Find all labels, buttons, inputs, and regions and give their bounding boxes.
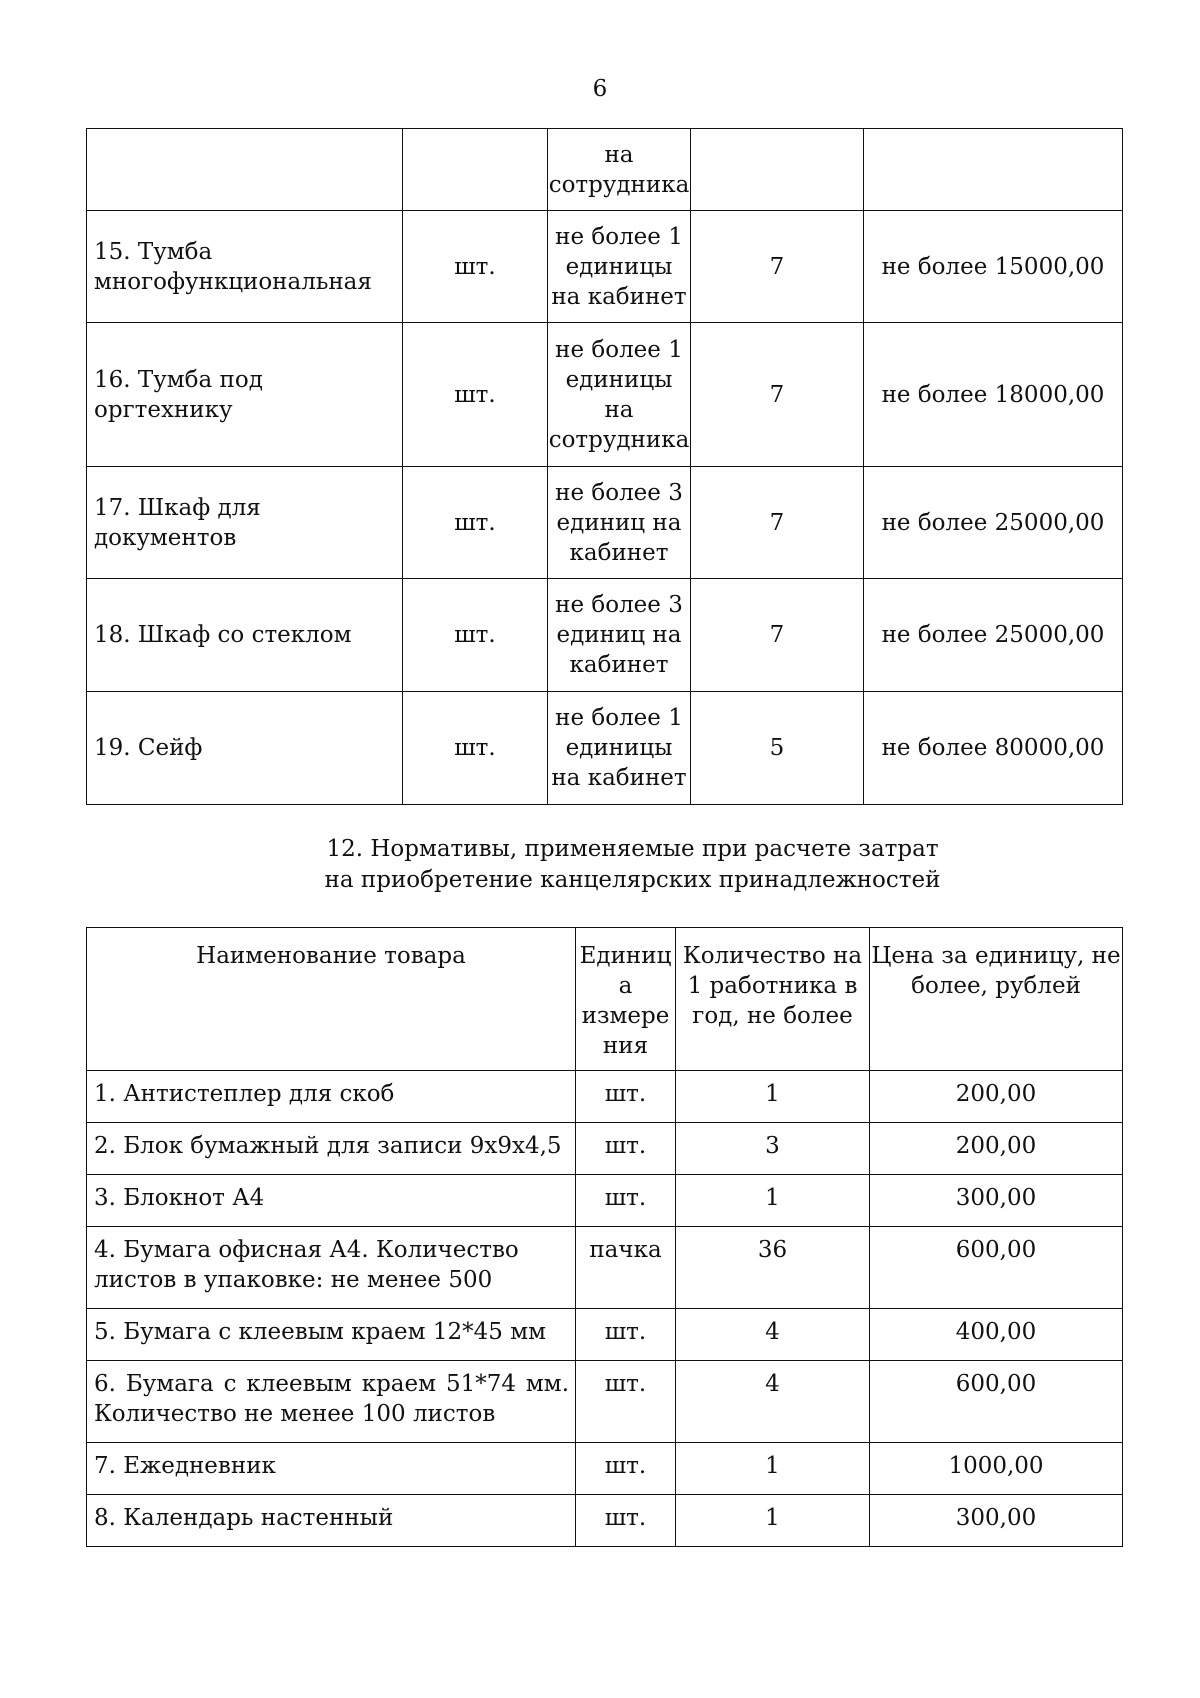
item-unit: шт. [576,1071,676,1123]
item-unit: шт. [576,1175,676,1227]
item-name: 2. Блок бумажный для записи 9х9х4,5 [87,1123,576,1175]
item-price: 1000,00 [870,1443,1123,1495]
section-title: 12. Нормативы, применяемые при расчете затрат на приобретение канцелярских принадлежностей [324,836,941,893]
table-row [87,467,1123,579]
item-unit: шт. [576,1495,676,1547]
item-years [691,129,864,211]
item-name: 4. Бумага офисная А4. Количество листов в упаковке: не менее 500 [87,1227,576,1309]
table-row [87,1227,1123,1309]
table-row [87,1361,1123,1443]
item-name: 19. Сейф [87,692,403,805]
table-row [87,129,1123,211]
item-unit: шт. [403,211,548,323]
item-norm: не более 1 единицы на кабинет [548,692,691,805]
item-qty: 1 [676,1071,870,1123]
table-row [87,323,1123,467]
item-price: не более 80000,00 [864,692,1123,805]
item-norm: не более 3 единиц на кабинет [548,579,691,692]
table-row [87,1123,1123,1175]
item-price: 400,00 [870,1309,1123,1361]
item-name: 15. Тумба многофункциональная [87,211,403,323]
item-name: 18. Шкаф со стеклом [87,579,403,692]
item-unit [403,129,548,211]
header-qty: Количество на 1 работника в год, не более [676,928,870,1071]
item-norm: не более 3 единиц на кабинет [548,467,691,579]
item-qty: 4 [676,1309,870,1361]
table-row [87,1443,1123,1495]
item-qty: 1 [676,1495,870,1547]
item-unit: шт. [403,323,548,467]
item-years: 7 [691,579,864,692]
table-row [87,1309,1123,1361]
item-unit: пачка [576,1227,676,1309]
item-price: 300,00 [870,1495,1123,1547]
item-price: не более 25000,00 [864,467,1123,579]
item-unit: шт. [403,579,548,692]
item-name: 7. Ежедневник [87,1443,576,1495]
item-price: 600,00 [870,1361,1123,1443]
item-name: 17. Шкаф для документов [87,467,403,579]
item-name: 1. Антистеплер для скоб [87,1071,576,1123]
item-price: 300,00 [870,1175,1123,1227]
item-unit: шт. [576,1443,676,1495]
item-price: не более 25000,00 [864,579,1123,692]
item-price: не более 18000,00 [864,323,1123,467]
item-qty: 3 [676,1123,870,1175]
header-name: Наименование товара [87,928,576,1071]
item-unit: шт. [576,1309,676,1361]
item-unit: шт. [403,467,548,579]
table-row [87,579,1123,692]
item-name: 6. Бумага с клеевым краем 51*74 мм. Количество не менее 100 листов [87,1361,576,1443]
page-number: 6 [592,76,608,102]
item-name: 16. Тумба под оргтехнику [87,323,403,467]
item-price [864,129,1123,211]
item-unit: шт. [576,1361,676,1443]
item-years: 7 [691,467,864,579]
item-price: 600,00 [870,1227,1123,1309]
item-qty: 1 [676,1175,870,1227]
item-years: 7 [691,323,864,467]
furniture-norms-table [86,128,1123,805]
item-years: 5 [691,692,864,805]
item-years: 7 [691,211,864,323]
item-name: 3. Блокнот А4 [87,1175,576,1227]
header-price: Цена за единицу, не более, рублей [870,928,1123,1071]
table-row [87,211,1123,323]
item-qty: 36 [676,1227,870,1309]
table-row [87,1071,1123,1123]
item-unit: шт. [403,692,548,805]
item-norm: не более 1 единицы на сотрудника [548,323,691,467]
item-norm: не более 1 единицы на кабинет [548,211,691,323]
table-row [87,692,1123,805]
header-unit: Единиц а измере ния [576,928,676,1071]
item-price: 200,00 [870,1071,1123,1123]
table-header-row [87,928,1123,1071]
item-unit: шт. [576,1123,676,1175]
item-price: 200,00 [870,1123,1123,1175]
item-name: 5. Бумага с клеевым краем 12*45 мм [87,1309,576,1361]
item-price: не более 15000,00 [864,211,1123,323]
item-qty: 4 [676,1361,870,1443]
item-norm: на сотрудника [548,129,691,211]
item-qty: 1 [676,1443,870,1495]
stationery-norms-table [86,927,1123,1547]
table-row [87,1495,1123,1547]
item-name [87,129,403,211]
table-row [87,1175,1123,1227]
item-name: 8. Календарь настенный [87,1495,576,1547]
